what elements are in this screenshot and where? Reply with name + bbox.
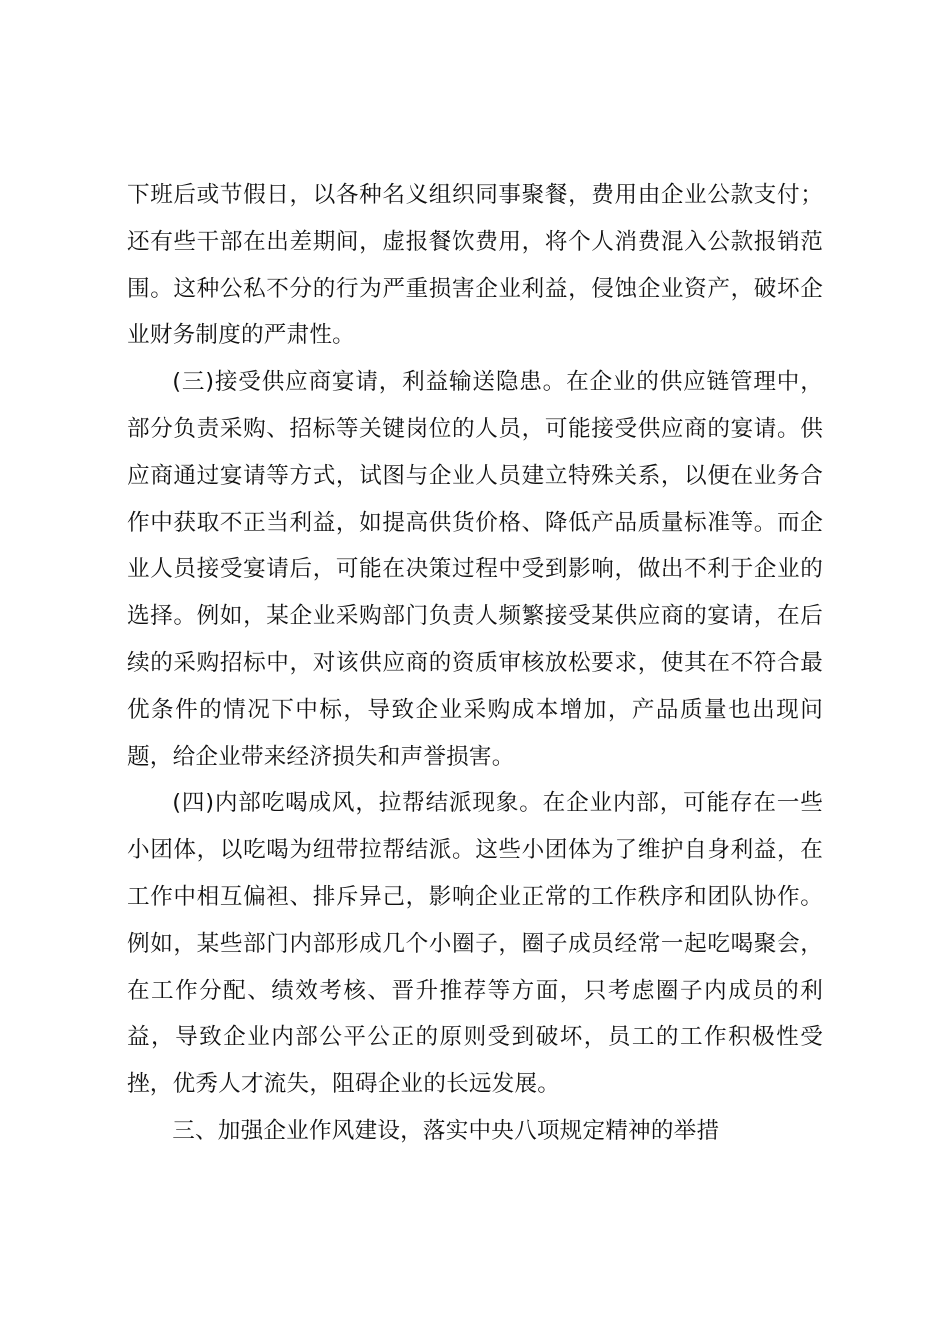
body-paragraph: 下班后或节假日，以各种名义组织同事聚餐，费用由企业公款支付；还有些干部在出差期间，虚报餐饮费用，将个人消费混入公款报销范围。这种公私不分的行为严重损害企业利益，侵蚀企业资产，破坏企业财务制度的严肃性。 <box>127 182 823 349</box>
section-heading-3: 三、加强企业作风建设，落实中央八项规定精神的举措 <box>172 1117 720 1144</box>
document-body <box>127 172 823 1155</box>
section-paragraph-3: (三)接受供应商宴请，利益输送隐患。在企业的供应链管理中，部分负责采购、招标等关键岗位的人员，可能接受供应商的宴请。供应商通过宴请等方式，试图与企业人员建立特殊关系，以便在业务合作中获取不正当利益，如提高供货价格、降低产品质量标准等。而企业人员接受宴请后，可能在决策过程中受到影响，做出不利于企业的选择。例如，某企业采购部门负责人频繁接受某供应商的宴请，在后续的采购招标中，对该供应商的资质审核放松要求，使其在不符合最优条件的情况下中标，导致企业采购成本增加，产品质量也出现问题，给企业带来经济损失和声誉损害。 <box>127 369 823 770</box>
section-paragraph-4: (四)内部吃喝成风，拉帮结派现象。在企业内部，可能存在一些小团体，以吃喝为纽带拉帮结派。这些小团体为了维护自身利益，在工作中相互偏袒、排斥异己，影响企业正常的工作秩序和团队协作。例如，某些部门内部形成几个小圈子，圈子成员经常一起吃喝聚会，在工作分配、绩效考核、晋升推荐等方面，只考虑圈子内成员的利益，导致企业内部公平公正的原则受到破坏，员工的工作积极性受挫，优秀人才流失，阻碍企业的长远发展。 <box>127 790 823 1098</box>
